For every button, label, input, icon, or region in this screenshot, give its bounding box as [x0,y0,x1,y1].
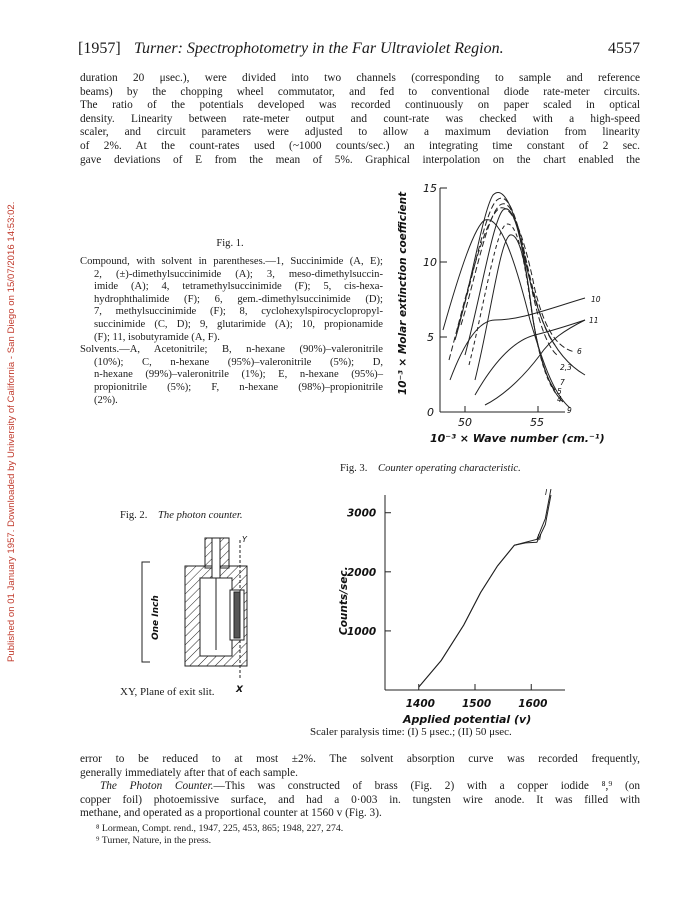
caption-line: Solvents.—A, Acetonitrile; B, n-hexane (90%)–valeronitrile [80,344,383,356]
text-line: beams) by the chopping wheel commutator, and fed to conventional diode rate-meter circuits. [80,85,640,98]
header-year: [1957] [78,40,121,57]
text-line: density. Linearity between rate-meter output and count-rate was checked with a high-speed [80,112,640,125]
scale-label: One Inch [151,595,161,640]
text-line: The ratio of the potentials developed was recorded continuously on paper scaled in optical [80,99,640,112]
series-line-II [419,495,551,687]
y-tick-label: 1000 [347,625,377,638]
x-tick-label: 1500 [462,698,492,710]
fig1-caption [80,256,383,407]
page-number: 4557 [608,40,640,57]
fig1-absorption-chart [385,180,630,450]
caption-line: 2, (±)-dimethylsuccinimide (A); 3, meso-dimethylsuccin- [94,268,383,280]
point-x-label: X [236,685,243,695]
fig2-label: Fig. 2. [120,510,148,521]
y-tick-label: 0 [427,406,434,419]
y-tick-label: 10 [423,256,437,269]
fig3-caption [340,463,640,476]
section-text: —This was constructed of brass (Fig. 2) with a copper iodide ⁸,⁹ (on [213,780,641,793]
caption-line: propionitrile (5%); F, n-hexane (98%)–propionitrile [94,381,383,393]
curve-3 [461,204,557,355]
fig3-label: Fig. 3. [340,463,368,474]
photocathode [234,592,240,638]
curve-label: 4 [557,395,562,404]
caption-line: 7, methylsuccinimide (F); 8, cyclohexylspirocyclopropyl- [94,306,383,318]
series-label: II [536,533,542,542]
curve-label: 9 [567,406,572,415]
body-paragraph [80,753,640,821]
text-line: generally immediately after that of each sample. [80,766,298,779]
curve-4 [465,209,555,390]
point-y-label: Y [242,535,247,544]
scale-bracket [142,562,150,662]
curve-label: 11 [589,316,599,325]
x-tick-label: 1400 [405,698,435,710]
fig3-counter-chart [325,485,625,740]
curve-label: 7 [560,378,565,387]
series-label: I [544,488,548,498]
curve-label: 10 [591,295,601,304]
fig2-title: The photon counter. [158,510,243,521]
curve-11 [475,320,585,395]
section-heading: The Photon Counter. [100,780,214,793]
y-axis-label: 10⁻³ × Molar extinction coefficient [397,191,409,395]
curve-6 [449,208,575,360]
counter-body [185,538,247,666]
running-header [78,40,638,62]
absorption-curves [443,192,585,408]
footnote: ⁸ Lormean, Compt. rend., 1947, 225, 453, 865; 1948, 227, 274. [96,823,344,834]
footnotes [96,823,636,847]
intro-paragraph [80,72,640,167]
text-line: of 2%. At the count-rates used (~1000 counts/sec.) an integrating time constant of 2 sec. [80,139,640,152]
fig3-note: Scaler paralysis time: (I) 5 μsec.; (II) 50 μsec. [310,726,512,738]
download-notice: Published on 01 January 1957. Downloaded by University of California - San Diego on 15/07/2016 14:53:02. [6,201,17,662]
text-line: scaler, and circuit parameters were adjusted to allow a maximum deviation from linearity [80,126,640,139]
caption-line: hydrophthalimide (F); 6, gem.-dimethylsuccinimide (D); [94,293,383,305]
text-line [80,780,640,794]
header-title: Turner: Spectrophotometry in the Far Ultraviolet Region. [134,40,504,57]
text-line: methane, and operated as a proportional counter at 1560 v (Fig. 3). [80,807,382,820]
y-tick-label: 5 [427,331,434,344]
fig2-caption [120,510,320,523]
x-axis-label: Applied potential (v) [403,713,532,726]
fig2-photon-counter-drawing [130,530,280,700]
text-line: gave deviations of E from the mean of 5%. Graphical interpolation on the chart enabled the [80,153,640,166]
y-tick-label: 15 [423,182,437,195]
caption-line: Compound, with solvent in parentheses.—1, Succinimide (A, E); [80,256,383,267]
caption-line: n-hexane (99%)–valeronitrile (1%); E, n-hexane (95%)– [94,369,383,381]
fig2-note: XY, Plane of exit slit. [120,686,215,698]
wire-seal [212,538,220,578]
curve-label: 5 [557,387,562,396]
footnote: ⁹ Turner, Nature, in the press. [96,835,212,846]
fig1-label: Fig. 1. [216,238,244,249]
curve-5 [469,224,557,395]
y-axis-label: Counts/sec. [338,566,350,635]
y-tick-label: 2000 [347,566,377,579]
y-tick-label: 3000 [347,507,377,520]
caption-line: (F); 11, isobutyramide (A, F). [94,331,220,343]
series-line-I [419,489,551,687]
x-tick-label: 55 [530,416,544,429]
x-tick-label: 1600 [518,698,548,710]
text-line: duration 20 μsec.), were divided into two channels (corresponding to sample and reference [80,72,640,84]
curve-label: 2,3 [560,363,572,372]
caption-line: imide (A); 4, tetramethylsuccinimide (F); 5, cis-hexa- [94,281,383,293]
curve-label: 6 [577,347,582,356]
caption-line: (10%); C, n-hexane (95%)–valeronitrile (5%); D, [94,356,383,368]
caption-line: succinimide (C, D); 9, glutarimide (A); 10, propionamide [94,318,383,330]
text-line: error to be reduced to at most ±2%. The solvent absorption curve was recorded frequently, [80,753,640,765]
x-axis-label: 10⁻³ × Wave number (cm.⁻¹) [430,432,605,445]
x-tick-label: 50 [458,416,472,429]
caption-line: (2%). [94,394,118,406]
fig3-title: Counter operating characteristic. [378,463,521,474]
text-line: copper foil) photoemissive surface, and had a 0·003 in. tungsten wire anode. It was filled with [80,793,640,806]
